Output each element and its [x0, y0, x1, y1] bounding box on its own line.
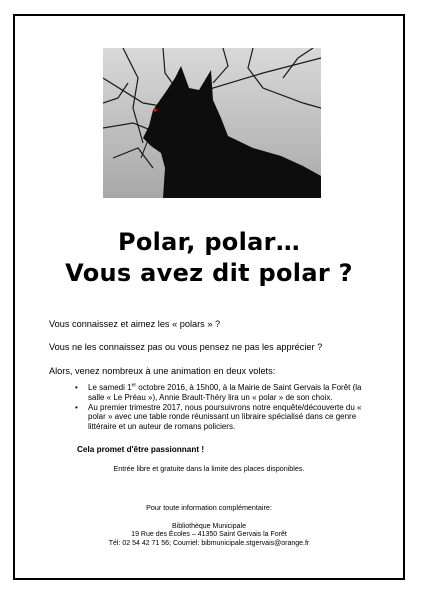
- contact-org: Bibliothèque Municipale: [172, 523, 246, 530]
- promise-text: Cela promet d'être passionnant !: [77, 445, 205, 454]
- intro-text: Alors, venez nombreux à une animation en deux volets:: [49, 366, 276, 376]
- list-item: [75, 403, 375, 432]
- event-list: [75, 383, 375, 432]
- cat-photo: [103, 48, 321, 198]
- list-item: [75, 383, 375, 403]
- question-1: Vous connaissez et aimez les « polars » ?: [49, 319, 221, 329]
- contact-phone-email: Tél: 02 54 42 71 56; Courriel: bibmunicipale.stgervais@orange.fr: [108, 539, 310, 547]
- black-cat-image-icon: [103, 48, 321, 198]
- contact-heading: Pour toute information complémentaire:: [146, 503, 272, 512]
- bullet-2-text: Au premier trimestre 2017, nous poursuivrons notre enquête/découverte du « polar » avec une table ronde réunissant un libraire spécialisé dans ce genre littéraire et un auteur de romans policiers.: [88, 402, 362, 432]
- bullet-icon: •: [75, 383, 78, 392]
- entry-text: Entrée libre et gratuite dans la limite des places disponibles.: [113, 464, 305, 473]
- flyer-page: [13, 14, 405, 580]
- bullet-icon: •: [75, 402, 78, 412]
- bullet-1-sup: er: [131, 382, 137, 389]
- bullet-1-rest: octobre 2016, à 15h00, à la Mairie de Saint Gervais la Forêt (la salle « Le Préau »), Annie Brault-Théry lira un « polar » de son choix.: [88, 383, 362, 402]
- title-line-2: Vous avez dit polar ?: [65, 259, 353, 287]
- question-2: Vous ne les connaissez pas ou vous pensez ne pas les apprécier ?: [49, 342, 323, 352]
- contact-address: 19 Rue des Écoles – 41350 Saint Gervais la Forêt: [131, 531, 287, 539]
- contact-block: [15, 523, 403, 548]
- title-line-1: Polar, polar…: [117, 228, 301, 256]
- bullet-1-start: Le samedi 1: [88, 383, 132, 392]
